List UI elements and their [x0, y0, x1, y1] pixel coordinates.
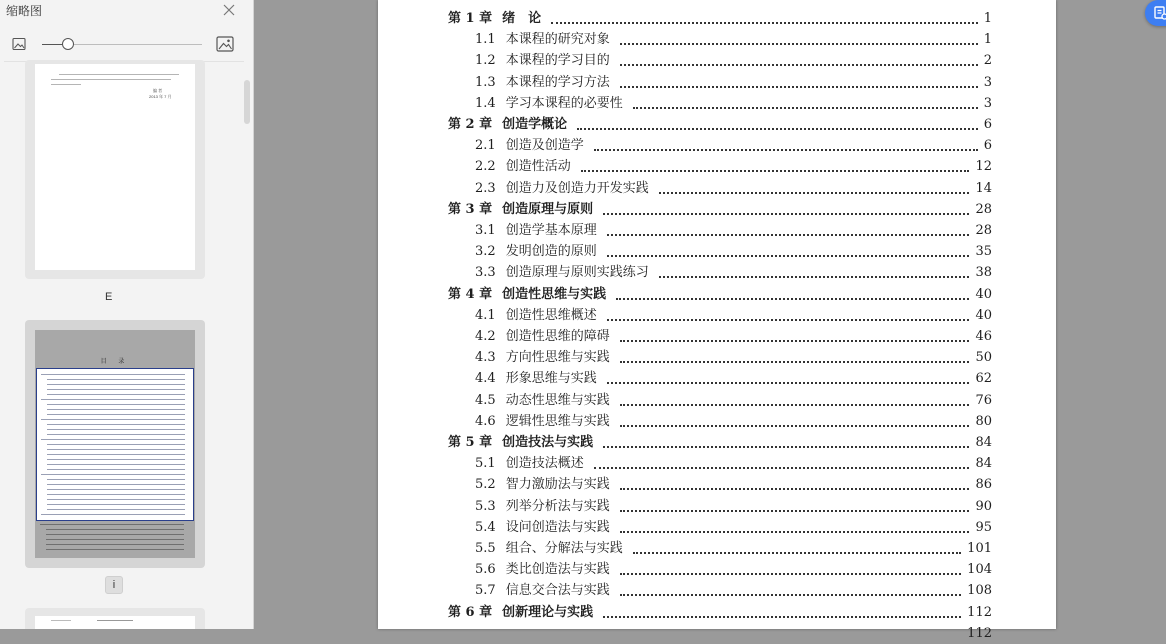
toc-section-row[interactable]: [378, 220, 1056, 241]
thumbnail-toc-line: [40, 524, 184, 525]
toc-entry-label: [475, 50, 610, 71]
toc-dot-leader: [620, 510, 969, 512]
toc-entry-title: 动态性思维与实践: [505, 392, 610, 408]
thumbnail-viewport-frame: [36, 368, 194, 521]
toc-page-number: 40: [975, 307, 992, 323]
toc-section-row[interactable]: [378, 496, 1056, 517]
toc-entry-number: 第 4 章: [448, 286, 493, 302]
toc-dot-leader: [607, 382, 969, 384]
toc-entry-label: [475, 72, 610, 93]
toc-entry-number: 2.3: [475, 180, 496, 196]
toc-dot-leader: [620, 86, 978, 88]
toc-chapter-row[interactable]: [378, 284, 1056, 305]
toc-section-row[interactable]: [378, 156, 1056, 177]
toc-entry-title: 发明创造的原则: [505, 244, 597, 260]
toc-dot-leader: [620, 404, 969, 406]
toc-section-row[interactable]: [378, 559, 1056, 580]
toc-dot-leader: [620, 425, 969, 427]
toc-chapter-row[interactable]: [378, 8, 1056, 29]
toc-section-row[interactable]: [378, 538, 1056, 559]
toc-page-number: 112: [967, 604, 992, 620]
toc-page-number: 28: [975, 201, 992, 217]
thumbnail-toc-line: [47, 509, 185, 510]
toc-dot-leader: [620, 64, 978, 66]
toc-entry-title: 创造性思维与实践: [502, 286, 607, 302]
toc-entry-title: 形象思维与实践: [505, 371, 597, 387]
toc-entry-label: [475, 580, 610, 601]
toc-page-number: 84: [975, 456, 992, 472]
thumbnail-heading: 目 录: [100, 359, 130, 365]
toc-dot-leader: [659, 276, 969, 278]
thumbnail-toc-line: [41, 514, 185, 515]
toc-entry-number: 4.4: [475, 371, 496, 387]
thumbnail-toc-line: [41, 419, 185, 420]
thumbnail-toc-line: [47, 469, 185, 470]
toc-page-number: 104: [967, 562, 992, 578]
toc-chapter-row[interactable]: [378, 432, 1056, 453]
toc-dot-leader: [603, 213, 969, 215]
thumbnail-toc-line: [41, 474, 185, 475]
toc-entry-label: [475, 178, 649, 199]
toc-dot-leader: [603, 616, 961, 618]
toc-entry-label: [448, 432, 593, 453]
toc-dot-leader: [620, 573, 961, 575]
toc-entry-label: [448, 284, 606, 305]
thumbnail-toc-line: [41, 399, 185, 400]
toc-section-row[interactable]: [378, 453, 1056, 474]
toc-entry-number: 第 1 章: [448, 11, 493, 26]
toc-dot-leader: [633, 552, 961, 554]
toc-section-row[interactable]: [378, 390, 1056, 411]
toc-entry-label: [475, 390, 610, 411]
toc-entry-title: 信息交合法与实践: [505, 583, 610, 599]
toc-entry-title: 创造原理与原则实践练习: [505, 265, 649, 281]
toc-page-number: 80: [975, 413, 992, 429]
thumbnail-toc-line: [47, 404, 185, 405]
toc-entry-number: 5.3: [475, 498, 496, 514]
toc-entry-number: 1.3: [475, 74, 496, 90]
toc-section-row[interactable]: [378, 29, 1056, 50]
toc-dot-leader: [594, 149, 978, 151]
toc-entry-label: [475, 305, 597, 326]
toc-page-number: 3: [983, 95, 992, 111]
toc-section-row[interactable]: [378, 72, 1056, 93]
thumbnail-toc-line: [47, 494, 185, 495]
toc-section-row[interactable]: [378, 474, 1056, 495]
toc-entry-title: 创造技法与实践: [502, 435, 594, 450]
thumbnail-toc-line: [41, 374, 185, 375]
document-tool-icon: [1153, 5, 1166, 21]
toc-section-row[interactable]: [378, 623, 1056, 644]
close-icon[interactable]: [221, 2, 237, 18]
toc-page-number: 3: [983, 74, 992, 90]
toc-page-number: 90: [975, 498, 992, 514]
thumbnail-toc-line: [47, 449, 185, 450]
thumbnail-toc-line: [47, 464, 185, 465]
toc-dot-leader: [607, 234, 969, 236]
toc-page-number: 28: [975, 223, 992, 238]
toc-entry-label: [475, 220, 597, 241]
toc-dot-leader: [659, 192, 969, 194]
thumbnail-page-label: E: [105, 291, 113, 303]
toc-dot-leader: [616, 298, 969, 300]
toc-entry-label: [475, 559, 610, 580]
page-thumbnail-toc[interactable]: [25, 320, 205, 568]
toc-page-number: 40: [975, 286, 992, 302]
toc-entry-title: 创造学基本原理: [505, 223, 597, 238]
toc-entry-title: 创造性思维概述: [505, 307, 597, 323]
toc-entry-title: 学习本课程的必要性: [505, 95, 623, 111]
toc-entry-label: [475, 241, 597, 262]
toc-entry-number: 4.6: [475, 413, 496, 429]
toc-entry-label: [475, 29, 610, 50]
toc-page-number: 112: [967, 625, 992, 641]
toc-entry-title: 创造力及创造力开发实践: [505, 180, 649, 196]
toc-page-number: 6: [983, 138, 992, 154]
thumbnail-toc-line: [47, 459, 185, 460]
thumbnail-toc-line: [46, 529, 184, 530]
toc-section-row[interactable]: [378, 326, 1056, 347]
toc-page-number: 76: [975, 392, 992, 408]
toc-dot-leader: [551, 22, 978, 24]
thumbnail-toc-line: [47, 434, 185, 435]
toc-entry-number: 3.3: [475, 265, 496, 281]
thumbnail-signature: 编 者: [153, 88, 163, 93]
toc-entry-number: 5.2: [475, 477, 496, 493]
toc-entry-number: 第 6 章: [448, 604, 493, 620]
toc-section-row[interactable]: [378, 347, 1056, 368]
toc-entry-label: [475, 538, 623, 559]
toc-page-number: 14: [975, 180, 992, 196]
toc-section-row[interactable]: [378, 580, 1056, 601]
toc-dot-leader: [620, 531, 969, 533]
toc-entry-title: 组合、分解法与实践: [505, 541, 623, 556]
toc-entry-number: 5.1: [475, 456, 496, 472]
toc-page-number: 38: [975, 265, 992, 281]
toc-entry-title: 本课程的学习方法: [505, 74, 610, 90]
toc-entry-title: 智力激励法与实践: [505, 477, 610, 493]
floating-tool-button[interactable]: [1145, 0, 1166, 26]
thumbnail-toc-line: [47, 484, 185, 485]
panel-scrollbar[interactable]: [244, 80, 250, 124]
toc-entry-label: [475, 517, 610, 538]
toc-page-number: 1: [983, 11, 992, 26]
toc-entry-label: [448, 8, 541, 29]
toc-entry-number: 4.5: [475, 392, 496, 408]
toc-entry-title: 本课程的研究对象: [505, 32, 610, 48]
toc-chapter-row[interactable]: [378, 199, 1056, 220]
toc-page-number: 6: [983, 117, 992, 132]
toc-entry-title: 创造技法概述: [505, 456, 584, 472]
thumbnail-toc-line: [47, 414, 185, 415]
toc-entry-label: [475, 411, 610, 432]
toc-dot-leader: [633, 107, 978, 109]
toc-entry-label: [475, 326, 610, 347]
toc-section-row[interactable]: [378, 135, 1056, 156]
toc-page-number: 50: [975, 350, 992, 366]
toc-entry-title: 类比创造法与实践: [505, 562, 610, 578]
toc-page-number: 2: [983, 53, 992, 69]
toc-entry-label: [475, 623, 485, 644]
toc-entry-label: [475, 135, 584, 156]
toc-entry-label: [448, 114, 567, 135]
toc-dot-leader: [581, 170, 969, 172]
toc-page-number: 12: [975, 159, 992, 175]
thumbnail-page-preview: [35, 616, 195, 629]
document-page: [378, 0, 1056, 641]
toc-entry-number: 4.2: [475, 329, 496, 344]
toc-entry-label: [475, 368, 597, 389]
toc-entry-title: 创造性思维的障碍: [505, 329, 610, 344]
toc-dot-leader: [620, 361, 969, 363]
toc-entry-title: 创造学概论: [502, 117, 568, 132]
toc-entry-number: 第 5 章: [448, 435, 493, 450]
toc-chapter-row[interactable]: [378, 602, 1056, 623]
toc-entry-title: 本课程的学习目的: [505, 53, 610, 69]
small-image-icon[interactable]: [12, 37, 26, 51]
thumbnail-toc-line: [47, 424, 185, 425]
thumbnail-toc-line: [47, 454, 185, 455]
toc-entry-label: [475, 453, 584, 474]
toc-section-row[interactable]: [378, 517, 1056, 538]
thumbnail-toc-line: [47, 489, 185, 490]
thumbnail-toc-line: [47, 444, 185, 445]
thumbnail-page-label: i: [105, 576, 123, 594]
toc-entry-number: 第 3 章: [448, 201, 493, 217]
toc-entry-label: [448, 199, 593, 220]
toc-entry-number: 1.1: [475, 32, 496, 48]
toc-entry-label: [475, 262, 649, 283]
toc-dot-leader: [620, 488, 969, 490]
toc-entry-number: 2.1: [475, 138, 496, 154]
toc-entry-number: 2.2: [475, 159, 496, 175]
toc-section-row[interactable]: [378, 50, 1056, 71]
toc-entry-label: [475, 474, 610, 495]
toc-entry-number: 1.2: [475, 53, 496, 69]
toc-section-row[interactable]: [378, 178, 1056, 199]
thumbnail-toc-continued: [36, 522, 194, 556]
toc-entry-label: [475, 93, 623, 114]
toc-entry-number: 4.3: [475, 350, 496, 366]
thumbnail-toc-line: [47, 379, 185, 380]
toc-chapter-row[interactable]: [378, 114, 1056, 135]
toc-entry-title: 创造原理与原则: [502, 201, 594, 217]
toc-entry-number: 1.4: [475, 95, 496, 111]
toc-page-number: 1: [983, 32, 992, 48]
thumbnail-toc-line: [47, 394, 185, 395]
toc-dot-leader: [620, 43, 978, 45]
thumbnail-page-preview: [35, 64, 195, 270]
toc-dot-leader: [620, 594, 961, 596]
toc-entry-label: [475, 496, 610, 517]
toc-entry-title: 绪 论: [502, 11, 542, 26]
toc-section-row[interactable]: [378, 262, 1056, 283]
thumbnail-page-preview: [35, 330, 195, 558]
thumbnail-toc-line: [47, 384, 185, 385]
toc-dot-leader: [594, 467, 969, 469]
thumbnail-panel: [0, 0, 254, 629]
toc-section-row[interactable]: [378, 241, 1056, 262]
panel-title: 缩略图: [6, 4, 43, 18]
thumbnail-toc-line: [47, 409, 185, 410]
toc-section-row[interactable]: [378, 93, 1056, 114]
toc-page-number: 108: [967, 583, 992, 599]
thumbnail-date: 2013 年 7 月: [149, 94, 172, 99]
toc-entry-title: 列举分析法与实践: [505, 498, 610, 514]
thumbnail-toc-line: [46, 544, 184, 545]
toc-section-row[interactable]: [378, 305, 1056, 326]
toc-entry-number: 5.4: [475, 519, 496, 535]
toc-page-number: 62: [975, 371, 992, 387]
toc-entry-number: 4.1: [475, 307, 496, 323]
toc-entry-title: 创造性活动: [505, 159, 571, 175]
toc-entry-number: 第 2 章: [448, 117, 493, 132]
toc-page-number: 86: [975, 477, 992, 493]
toc-entry-title: 创新理论与实践: [502, 604, 594, 620]
toc-entry-title: 逻辑性思维与实践: [505, 413, 610, 429]
page-thumbnail-next[interactable]: [25, 608, 205, 629]
toc-dot-leader: [577, 128, 978, 130]
large-image-icon[interactable]: [216, 36, 234, 52]
toc-entry-title: 创造及创造学: [505, 138, 584, 154]
thumbnail-toc-line: [46, 534, 184, 535]
toc-entry-number: 5.6: [475, 562, 496, 578]
toc-page-number: 84: [975, 435, 992, 450]
toc-dot-leader: [607, 255, 969, 257]
toc-page-number: 101: [967, 541, 992, 556]
zoom-slider-handle[interactable]: [62, 38, 74, 50]
toc-entry-label: [475, 347, 610, 368]
toc-section-row[interactable]: [378, 411, 1056, 432]
thumbnail-toc-line: [47, 499, 185, 500]
toc-entry-number: 5.7: [475, 583, 496, 599]
toc-dot-leader: [620, 340, 969, 342]
thumbnail-toc-line: [47, 389, 185, 390]
thumbnail-toc-line: [47, 429, 185, 430]
thumbnail-toc-line: [47, 504, 185, 505]
toc-section-row[interactable]: [378, 368, 1056, 389]
toc-entry-label: [448, 602, 593, 623]
toc-page-number: 46: [975, 329, 992, 344]
toc-page-number: 95: [975, 519, 992, 535]
toc-entry-number: 3.1: [475, 223, 496, 238]
toc-entry-title: 方向性思维与实践: [505, 350, 610, 366]
thumbnail-toc-line: [41, 439, 185, 440]
toc-entry-number: 3.2: [475, 244, 496, 260]
thumbnail-toc-line: [46, 539, 184, 540]
thumbnail-toc-line: [46, 549, 184, 550]
toc-entry-label: [475, 156, 571, 177]
toc-entry-number: 5.5: [475, 541, 496, 556]
toc-page-number: 35: [975, 244, 992, 260]
page-thumbnail-preface[interactable]: [25, 60, 205, 279]
toc-dot-leader: [607, 319, 969, 321]
toc-dot-leader: [603, 446, 969, 448]
thumbnail-toc-line: [47, 479, 185, 480]
toc-entry-title: 设问创造法与实践: [505, 519, 610, 535]
